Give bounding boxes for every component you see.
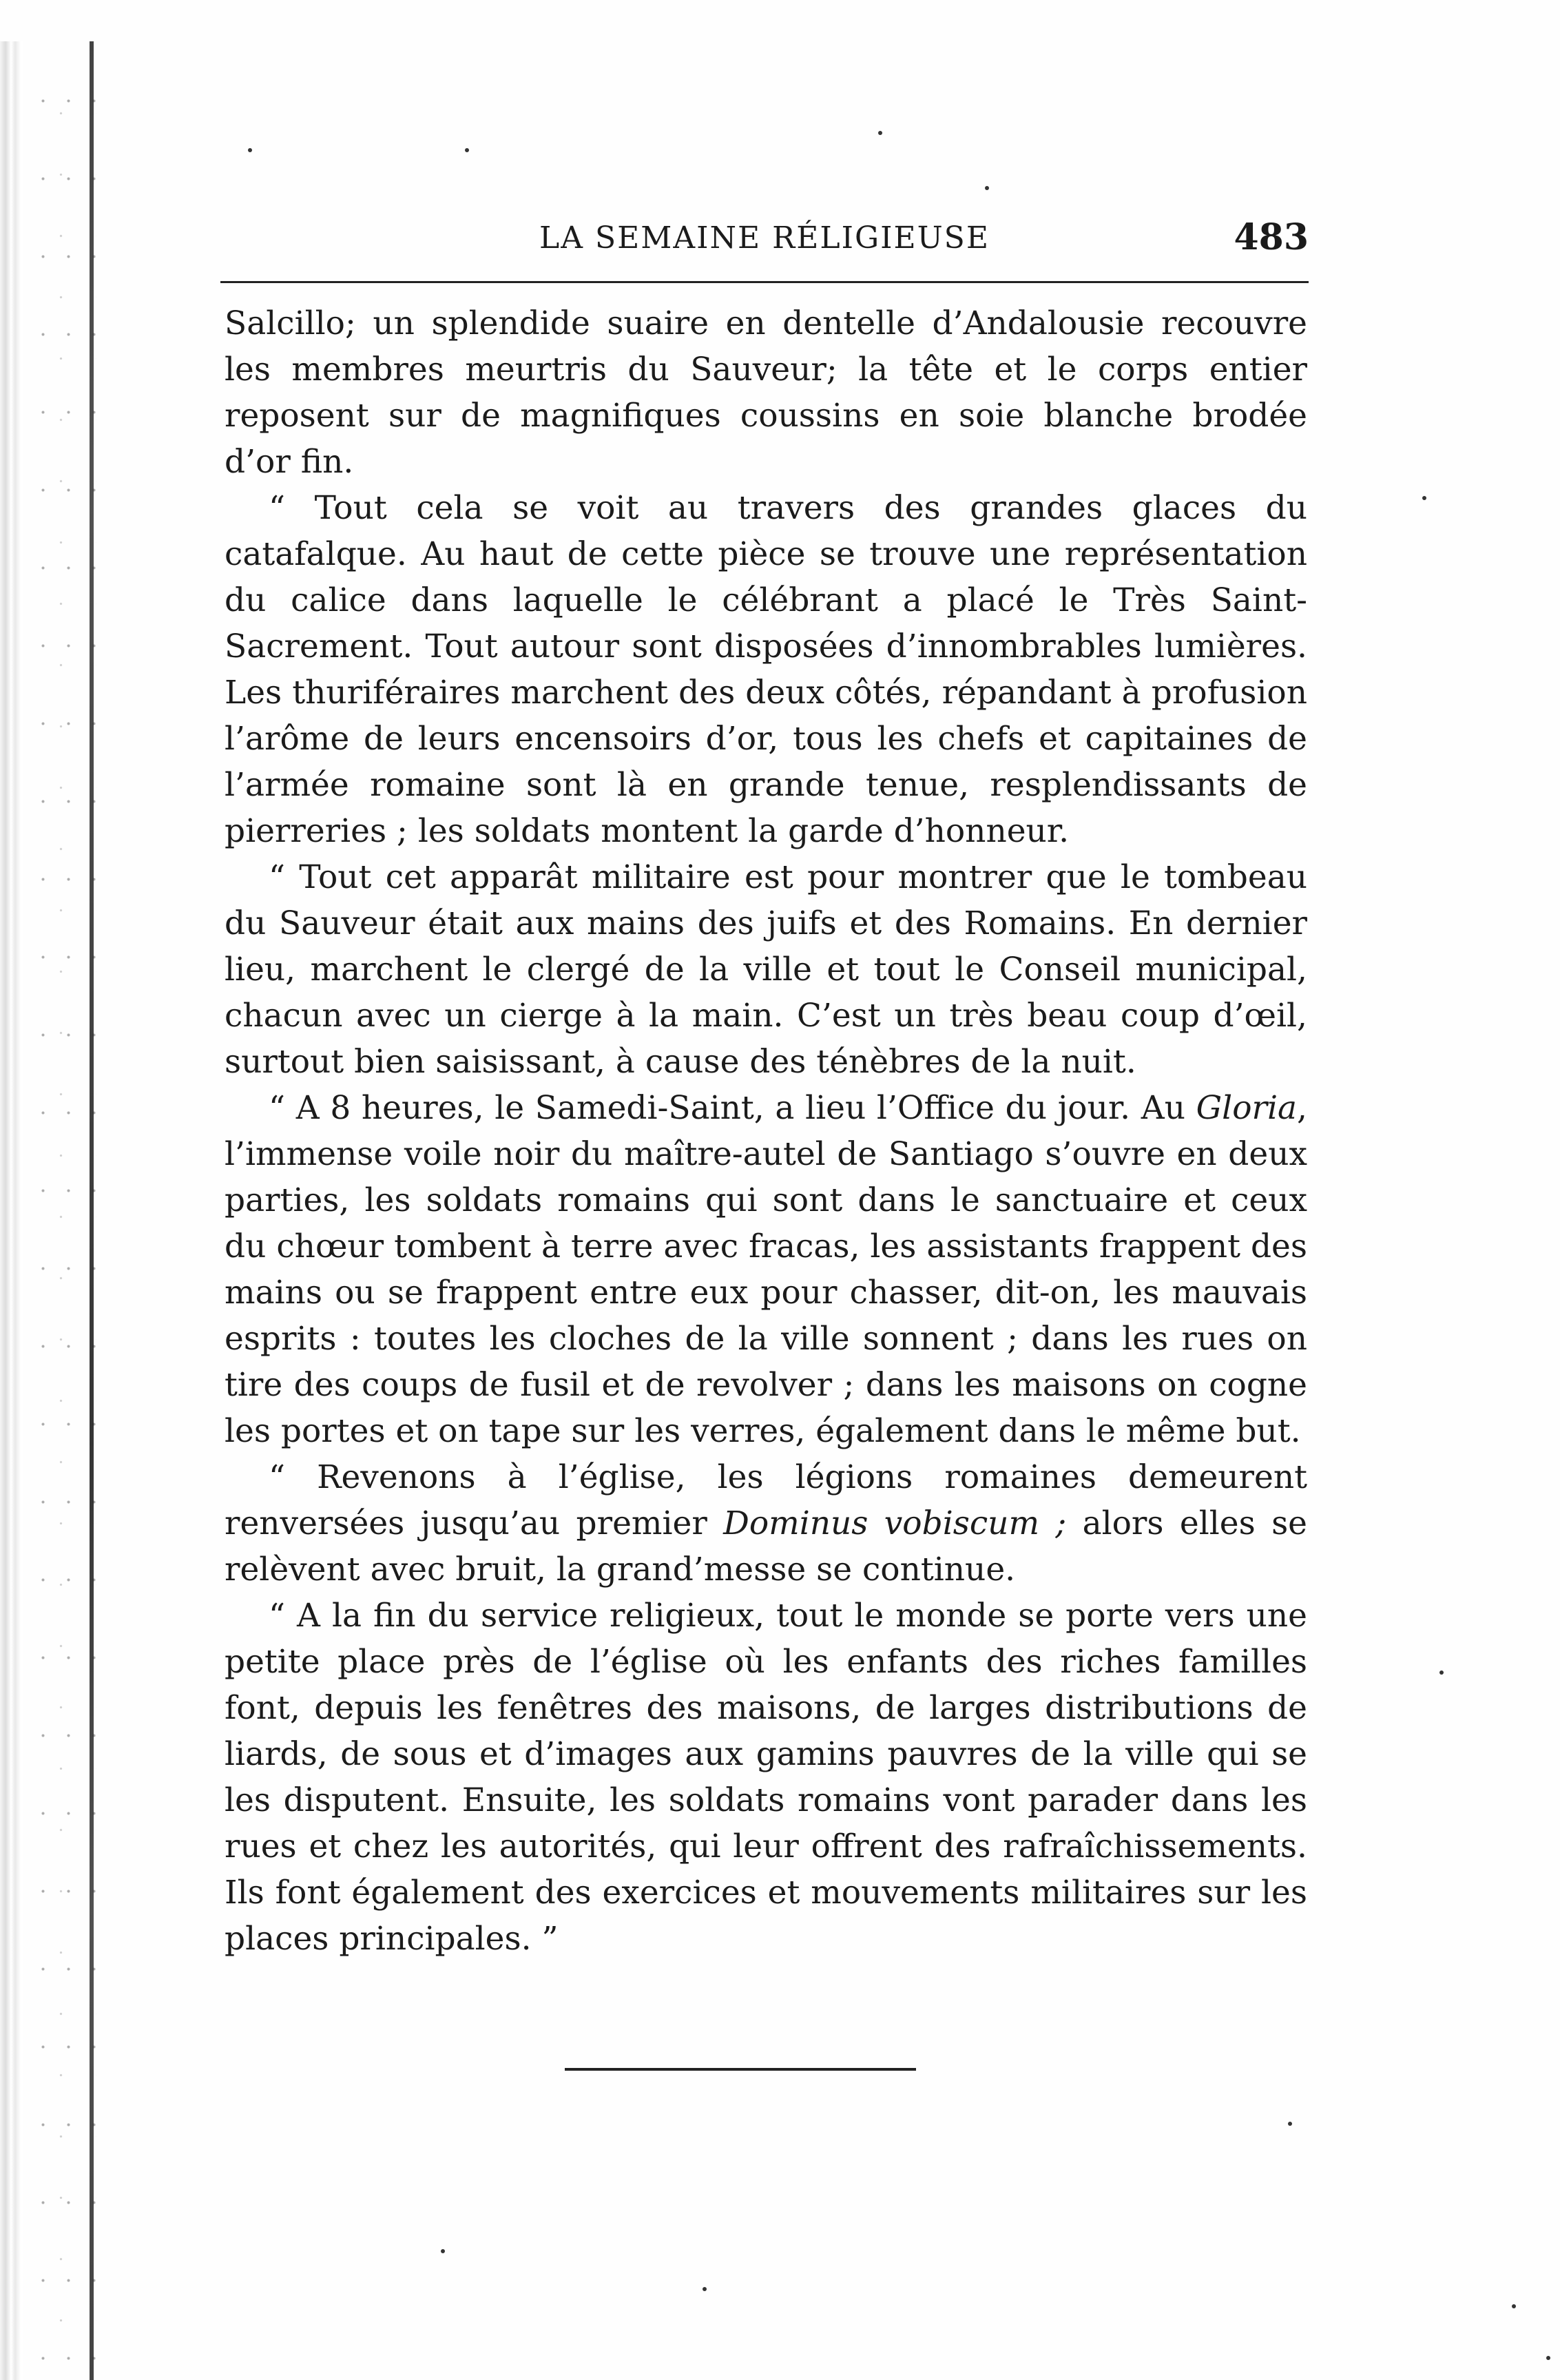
paragraph [225, 1085, 1307, 1454]
binding-speckle [28, 55, 96, 2377]
page-header [220, 207, 1309, 269]
scan-speck [985, 186, 989, 190]
end-rule [565, 2068, 916, 2071]
paragraph: Salcillo; un splendide suaire en dentelle d’Andalousie recouvre les membres meurtris du Sauveur; la tête et le corps entier reposent sur de magnifiques coussins en soie blanche brodée d’or fin. [225, 304, 1307, 481]
scan-speck [248, 148, 252, 152]
paragraph: “ Tout cela se voit au travers des grandes glaces du catafalque. Au haut de cette pièce se trouve une représentation du calice dans laquelle le célébrant a placé le Très Saint-Sacrement. Tout autour sont disposées d’innombrables lumières. Les thuriféraires marchent des deux côtés, répandant à profusion l’arôme de leurs encensoirs d’or, tous les chefs et capitaines de l’armée romaine sont là en grande tenue, resplendissants de pierreries ; les soldats montent la garde d’honneur. [225, 489, 1307, 850]
paragraph: “ Tout cet apparât militaire est pour montrer que le tombeau du Sauveur était aux mains des juifs et des Romains. En dernier lieu, marchent le clergé de la ville et tout le Conseil municipal, chacun avec un cierge à la main. C’est un très beau coup d’œil, surtout bien saisissant, à cause des ténèbres de la nuit. [225, 858, 1307, 1081]
italic-term: Gloria [1196, 1089, 1298, 1127]
body-text [225, 300, 1307, 1962]
running-head: LA SEMAINE RÉLIGIEUSE [539, 220, 990, 256]
scan-speck [1422, 496, 1426, 500]
scan-speck [1439, 1670, 1444, 1675]
scan-speck [465, 148, 469, 152]
binding-edge [0, 41, 23, 2380]
binding-line [90, 41, 94, 2380]
header-rule [220, 281, 1309, 283]
page-number: 483 [1234, 216, 1309, 258]
paragraph-text: alors elles se relèvent avec bruit, la grand’messe se continue. [225, 1504, 1307, 1589]
scan-speck [441, 2249, 445, 2253]
italic-term: Dominus vobiscum ; [723, 1504, 1067, 1542]
paragraph-text: , l’immense voile noir du maître-autel de Santiago s’ouvre en deux parties, les soldats romains qui sont dans le sanctuaire et ceux du chœur tombent à terre avec fracas, les assistants frappent des mains ou se frappent entre eux pour chasser, dit-on, les mauvais esprits : toutes les cloches de la ville sonnent ; dans les rues on tire des coups de fusil et de revolver ; dans les maisons on cogne les portes et on tape sur les verres, également dans le même but. [225, 1089, 1307, 1450]
paragraph-text: “ A 8 heures, le Samedi-Saint, a lieu l’Office du jour. Au [269, 1089, 1196, 1127]
paragraph: “ A la fin du service religieux, tout le monde se porte vers une petite place près de l’église où les enfants des riches familles font, depuis les fenêtres des maisons, de larges distributions de liards, de sous et d’images aux gamins pauvres de la ville qui se les disputent. Ensuite, les soldats romains vont parader dans les rues et chez les autorités, qui leur offrent des rafraîchissements. Ils font également des exercices et mouvements militaires sur les places principales. ” [225, 1597, 1307, 1958]
scan-speck [703, 2287, 707, 2291]
scan-speck [878, 131, 882, 135]
paragraph [225, 1454, 1307, 1593]
scan-speck [1512, 2304, 1516, 2308]
scan-speck [1288, 2122, 1292, 2126]
scan-speck [1546, 2356, 1550, 2360]
paragraph-text: “ Revenons à l’église, les légions romaines demeurent renversées jusqu’au premier [225, 1458, 1307, 1542]
